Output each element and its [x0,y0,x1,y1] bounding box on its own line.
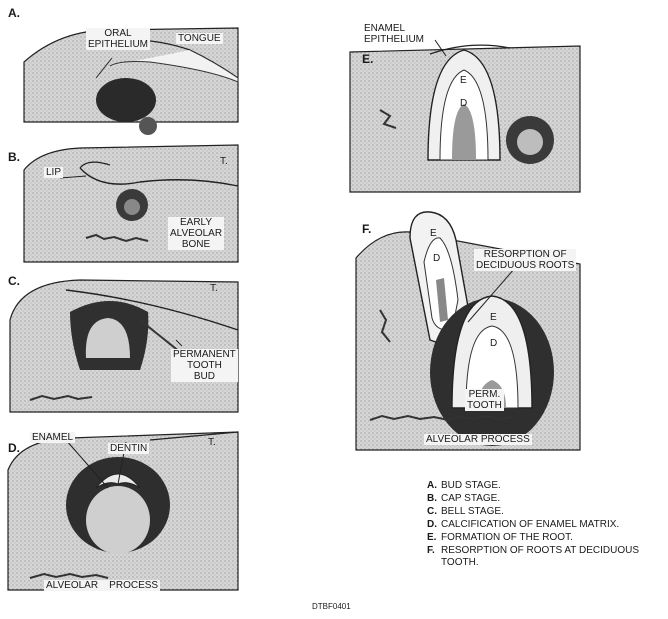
legend [427,480,662,570]
dentin-label: DENTIN [110,443,148,454]
panel-f-letter: F. [362,222,372,236]
deciduous-enamel-e-label: E [430,228,437,239]
tongue-abbrev-label-b: T. [220,156,228,167]
panel-b-letter: B. [8,150,20,164]
legend-item: F. RESORPTION OF ROOTS AT DECIDUOUS TOOTH. [427,545,639,568]
permanent-tooth-bud-label: PERMANENT TOOTH BUD [173,349,236,382]
legend-item: C. BELL STAGE. [427,506,504,517]
lip-label: LIP [46,167,62,178]
panel-c-illustration [10,280,238,412]
panel-f-illustration [356,212,580,450]
legend-item: B. CAP STAGE. [427,493,501,504]
panel-c-letter: C. [8,274,20,288]
alveolar-process-label-f: ALVEOLAR PROCESS [426,434,530,445]
early-alveolar-bone-label: EARLY ALVEOLAR BONE [170,217,223,250]
enamel-label: ENAMEL [32,432,74,443]
alveolar-process-label-d: ALVEOLAR PROCESS [46,580,159,591]
panel-e-illustration [350,45,580,192]
panel-e-letter: E. [362,52,374,66]
perm-tooth-label: PERM. TOOTH [467,389,502,411]
tongue-label: TONGUE [178,33,221,44]
enamel-e-label: E [460,75,467,86]
legend-item: E. FORMATION OF THE ROOT. [427,532,573,543]
tongue-abbrev-label-d: T. [208,437,216,448]
enamel-epithelium-label: ENAMEL EPITHELIUM [364,23,425,45]
resorption-label: RESORPTION OF DECIDUOUS ROOTS [476,249,575,271]
permanent-dentin-d-label: D [490,338,498,349]
panel-d-letter: D. [8,441,20,455]
figure-code: DTBF0401 [312,602,351,611]
tongue-abbrev-label-c: T. [210,283,218,294]
legend-item: D. CALCIFICATION OF ENAMEL MATRIX. [427,519,620,530]
legend-item: A. BUD STAGE. [427,480,501,491]
oral-epithelium-label: ORAL EPITHELIUM [88,28,149,50]
deciduous-dentin-d-label: D [433,253,441,264]
dentin-d-label: D [460,98,468,109]
permanent-enamel-e-label: E [490,312,497,323]
panel-a-letter: A. [8,6,20,20]
